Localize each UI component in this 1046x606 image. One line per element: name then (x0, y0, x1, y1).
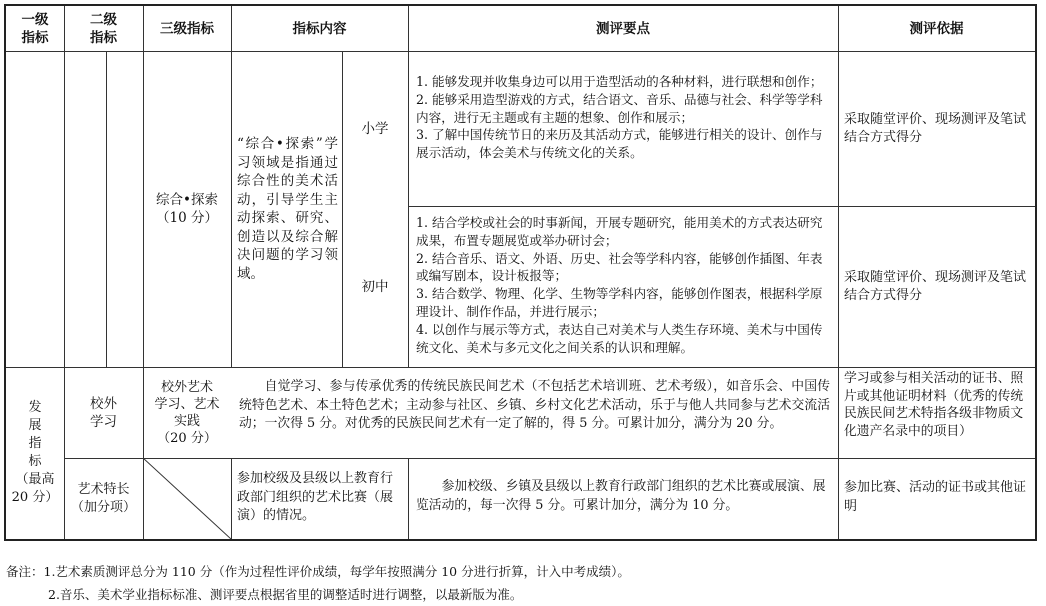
note-2: 2.音乐、美术学业指标标准、测评要点根据省里的调整适时进行调整，以最新版为准。 (48, 587, 523, 602)
outside-basis: 学习或参与相关活动的证书、照片或其他证明材料（优秀的传统民族民间艺术特指各级非物质文化遗产名录中的项目） (844, 371, 1024, 439)
level2-outside-learning: 校外 学习 (90, 395, 117, 430)
primary-basis: 采取随堂评价、现场测评及笔试结合方式得分 (844, 111, 1027, 145)
outside-points: 自觉学习、参与传承优秀的传统民族民间艺术（不包括艺术培训班、艺术考级），如音乐会、中国传统特色艺术、本土特色艺术；主动参与社区、乡镇、乡村文化艺术活动，乐于与他人共同参与艺术交流活动；一次得 5 分。对优秀的民族民间艺术有一定了解的，得 5 分。可累计加分，满分为 20 分。 (239, 379, 830, 431)
level1-development: 发 展 指 标 （最高 20 分） (11, 400, 59, 505)
stage-junior: 初中 (361, 278, 389, 295)
stage-primary: 小学 (361, 120, 389, 137)
junior-points: 1. 结合学校或社会的时事新闻，开展专题研究，能用美术的方式表达研究成果，布置专题展览或举办研讨会； 2. 结合音乐、语文、外语、历史、社会等学科内容，能够创作插图、年表或编写剧本，设计板报等； 3. 结合数学、物理、化学、生物等学科内容，能够创作图表，根据科学原理设计、制作作品，并进行展示； 4. 以创作与展示等方式，表达自己对美术与人类生存环境、美术与中国传统文化、美术与多元文化之间关系的认识和理解。 (416, 215, 823, 355)
header-level3: 三级指标 (160, 20, 214, 37)
level2-specialty: 艺术特长 （加分项） (70, 481, 136, 515)
primary-points: 1. 能够发现并收集身边可以用于造型活动的各种材料，进行联想和创作； 2. 能够采用造型游戏的方式，结合语文、音乐、品德与社会、科学等学科内容，进行无主题或有主题的想象、创作和展示； 3. 了解中国传统节日的来历及其活动方式，能够进行相关的设计、创作与展示活动，体会美术与传统文化的关系。 (416, 74, 823, 161)
synthesis-content-cell (231, 51, 342, 367)
note-1: 备注：1.艺术素质测评总分为 110 分（作为过程性评价成绩，每学年按照满分 10 分进行折算，计入中考成绩）。 (6, 564, 630, 579)
junior-basis: 采取随堂评价、现场测评及笔试结合方式得分 (844, 269, 1027, 303)
primary-basis-cell (838, 51, 1035, 206)
header-level2: 二级 指标 (90, 11, 117, 46)
diagonal-slash (143, 458, 231, 539)
junior-basis-cell (838, 206, 1035, 367)
header-basis: 测评依据 (909, 20, 964, 37)
specialty-content: 参加校级及县级以上教育行政部门组织的艺术比赛（展演）的情况。 (237, 471, 394, 523)
header-level1: 一级 指标 (21, 11, 49, 46)
header-points: 测评要点 (596, 20, 650, 37)
synthesis-content: “综合•探索”学习领域是指通过综合性的美术活动，引导学生主动探索、研究、创造以及综合解决问题的学习领域。 (237, 136, 338, 282)
specialty-points: 参加校级、乡镇及县级以上教育行政部门组织的艺术比赛或展演、展览活动的，每一次得 5 分。可累计加分，满分为 10 分。 (416, 479, 826, 513)
level3-outside-arts: 校外艺术 学习、艺术 实践 （20 分） (154, 379, 220, 446)
assessment-table (4, 4, 1037, 541)
header-content: 指标内容 (292, 20, 347, 37)
specialty-basis: 参加比赛、活动的证书或其他证明 (844, 480, 1027, 514)
level3-synthesis: 综合•探索 （10 分） (156, 192, 218, 226)
